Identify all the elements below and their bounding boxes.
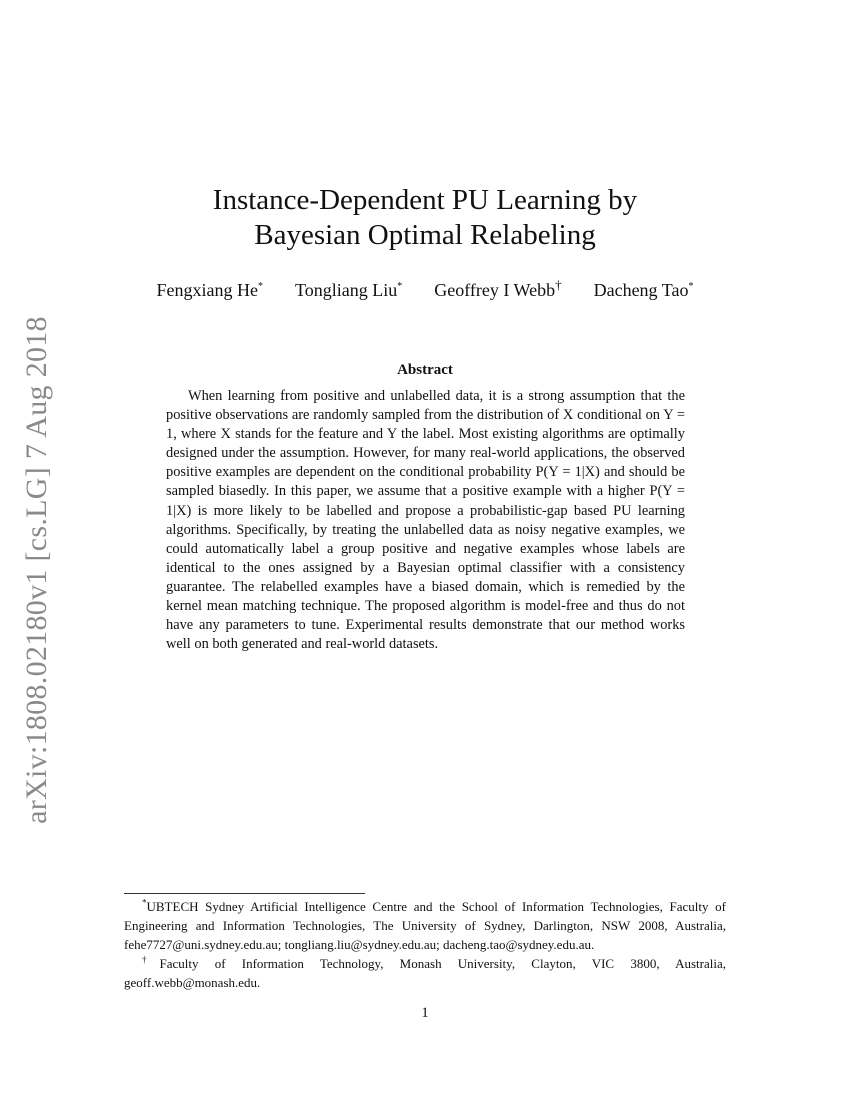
- page-number: 1: [421, 1005, 429, 1021]
- author-3: [434, 278, 561, 302]
- abstract-heading: Abstract: [397, 362, 453, 378]
- author-affiliation-mark: *: [397, 281, 403, 292]
- author-affiliation-mark: †: [555, 277, 562, 292]
- author-2: [295, 278, 402, 302]
- author-name: Geoffrey I Webb: [434, 280, 556, 300]
- author-list: [0, 278, 850, 302]
- footnote-mark: *: [142, 897, 147, 908]
- author-name: Dacheng Tao: [593, 280, 689, 300]
- footnote-affiliation-1: [124, 897, 726, 954]
- footnote-divider: [124, 893, 365, 894]
- arxiv-side-stamp: arXiv:1808.02180v1 [cs.LG] 7 Aug 2018: [20, 316, 53, 824]
- footnote-affiliation-2: [124, 954, 726, 992]
- footnote-mark: †: [142, 954, 160, 965]
- footnote-text: UBTECH Sydney Artificial Intelligence Centre and the School of Information Technologies, Faculty of Engineering and Information Technologies, The University of Sydney, Darlington, NSW 2008, Australia, fehe7727@uni.sydney.edu.au; tongliang.liu@sydney.edu.au; dacheng.tao@sydney.edu.au.: [124, 899, 726, 952]
- footnotes: [124, 897, 726, 992]
- paper-title-line-1: Instance-Dependent PU Learning by: [212, 184, 638, 216]
- paper-title: [0, 183, 850, 253]
- author-name: Fengxiang He: [156, 280, 259, 300]
- paper-title-line-2: Bayesian Optimal Relabeling: [254, 219, 596, 251]
- abstract-body: When learning from positive and unlabelled data, it is a strong assumption that the positive observations are randomly sampled from the distribution of X conditional on Y = 1, where X stands for the feature and Y the label. Most existing algorithms are optimally designed under the assumption. However, for many real-world applications, the observed positive examples are dependent on the conditional probability P(Y = 1|X) and should be sampled biasedly. In this paper, we assume that a positive example with a higher P(Y = 1|X) is more likely to be labelled and propose a probabilistic-gap based PU learning algorithms. Specifically, by treating the unlabelled data as noisy negative examples, we could automatically label a group positive and negative examples whose labels are identical to the ones assigned by a Bayesian optimal classifier with a consistency guarantee. The relabelled examples have a biased domain, which is remedied by the kernel mean matching technique. The proposed algorithm is model-free and thus do not have any parameters to tune. Experimental results demonstrate that our method works well on both generated and real-world datasets.: [166, 388, 685, 653]
- footnote-text: Faculty of Information Technology, Monash University, Clayton, VIC 3800, Australia, geoff.webb@monash.edu.: [124, 956, 727, 990]
- author-name: Tongliang Liu: [295, 280, 398, 300]
- author-4: [594, 278, 694, 302]
- author-affiliation-mark: *: [688, 281, 694, 292]
- author-1: [157, 278, 263, 302]
- author-affiliation-mark: *: [258, 281, 264, 292]
